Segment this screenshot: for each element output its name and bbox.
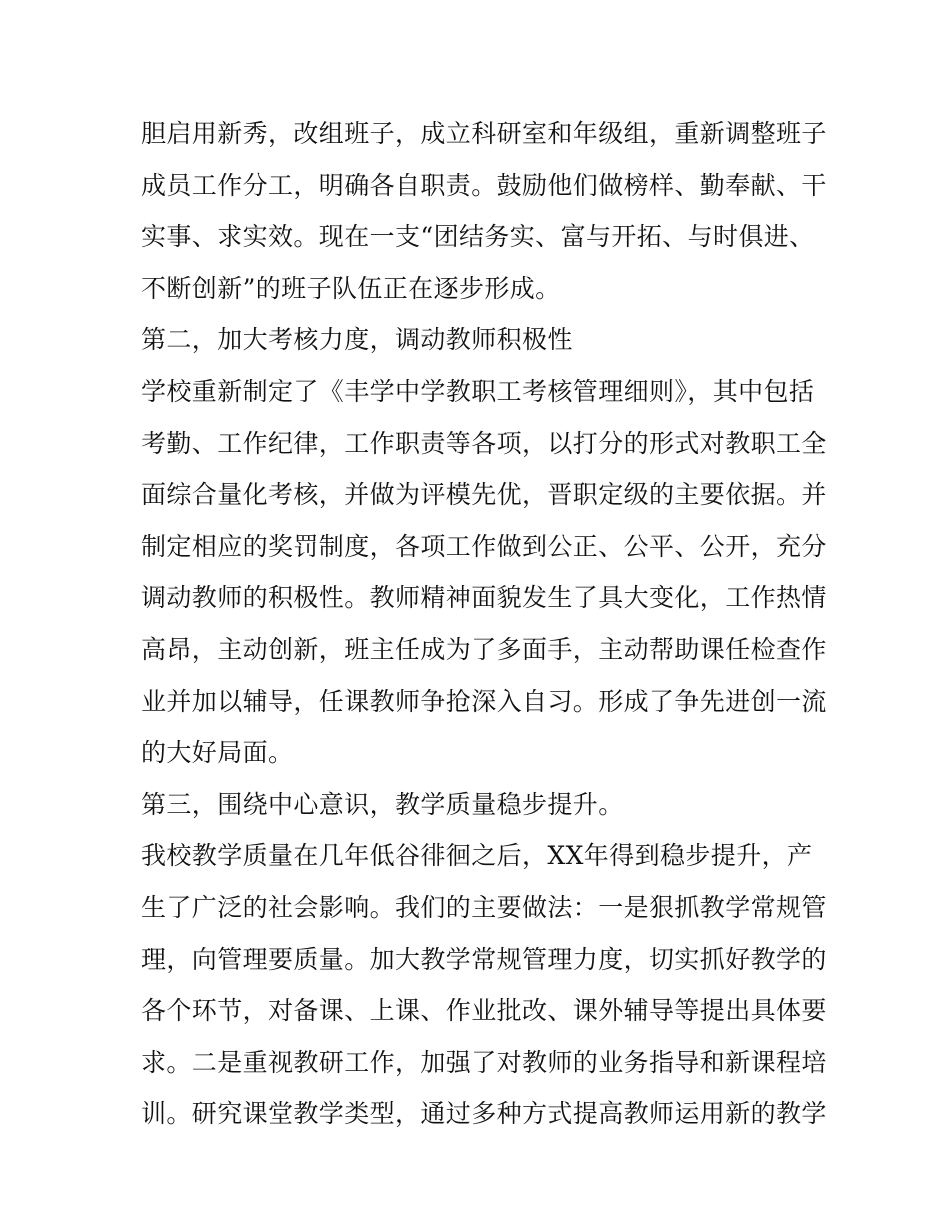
text-line: 考勤、工作纪律，工作职责等各项，以打分的形式对教职工全 [141, 428, 827, 458]
text-line: 求。二是重视教研工作，加强了对教师的业务指导和新课程培 [141, 1047, 827, 1077]
text-line: 实事、求实效。现在一支“团结务实、富与开拓、与时俱进、 [141, 222, 815, 252]
text-line: 成员工作分工，明确各自职责。鼓励他们做榜样、勤奉献、干 [141, 170, 827, 200]
text-line: 生了广泛的社会影响。我们的主要做法：一是狠抓教学常规管 [141, 892, 827, 922]
text-line: 我校教学质量在几年低谷徘徊之后，XX年得到稳步提升，产 [141, 841, 813, 871]
text-line: 调动教师的积极性。教师精神面貌发生了具大变化，工作热情 [141, 583, 827, 613]
document-body [141, 108, 827, 1140]
text-line: 各个环节，对备课、上课、作业批改、课外辅导等提出具体要 [141, 996, 827, 1026]
section-heading: 第三，围绕中心意识，教学质量稳步提升。 [141, 789, 624, 819]
text-line: 训。研究课堂教学类型，通过多种方式提高教师运用新的教学 [141, 1099, 827, 1129]
text-line: 高昂，主动创新，班主任成为了多面手，主动帮助课任检查作 [141, 634, 827, 664]
text-line: 不断创新”的班子队伍正在逐步形成。 [141, 273, 561, 303]
text-line: 学校重新制定了《丰学中学教职工考核管理细则》，其中包括 [141, 376, 815, 406]
text-line: 胆启用新秀，改组班子，成立科研室和年级组，重新调整班子 [141, 119, 827, 148]
text-line: 面综合量化考核，并做为评模先优，晋职定级的主要依据。并 [141, 480, 827, 510]
text-line: 业并加以辅导，任课教师争抢深入自习。形成了争先进创一流 [141, 686, 827, 716]
text-line: 的大好局面。 [141, 738, 294, 768]
text-line: 制定相应的奖罚制度，各项工作做到公正、公平、公开，充分 [141, 531, 827, 561]
text-line: 理，向管理要质量。加大教学常规管理力度，切实抓好教学的 [141, 944, 827, 974]
section-heading: 第二，加大考核力度，调动教师积极性 [141, 325, 573, 355]
